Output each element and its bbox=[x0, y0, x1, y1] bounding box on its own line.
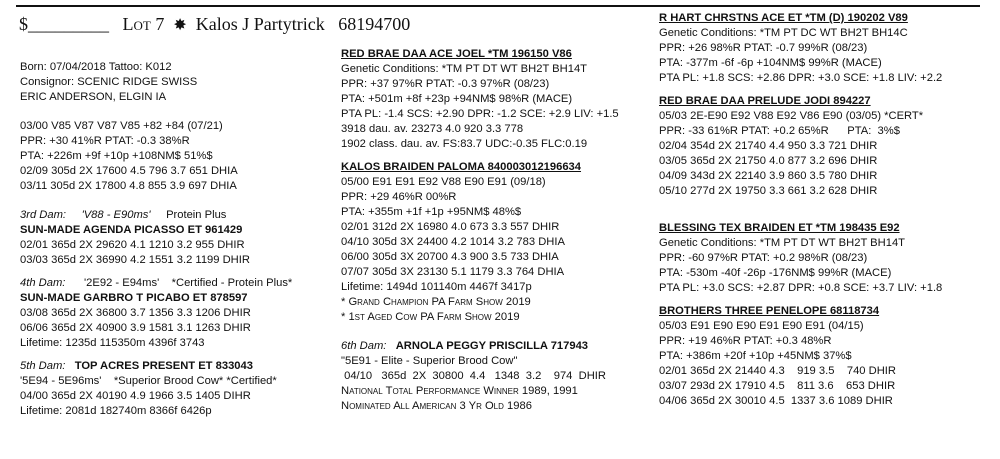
dam-line: PTA: +355m +1f +1p +95NM$ 48%$ bbox=[341, 206, 522, 218]
dam5-header bbox=[20, 359, 340, 374]
dam1-line: 02/04 354d 2X 21740 4.4 950 3.3 721 DHIR bbox=[659, 140, 878, 152]
sire2-line: Genetic Conditions: *TM PT DT WT BH2T BH14T bbox=[659, 237, 905, 249]
info-line: PPR: +30 41%R PTAT: -0.3 38%R bbox=[20, 135, 190, 147]
dam6-line: 04/10 365d 2X 30800 4.4 1348 3.2 974 DHIR bbox=[341, 370, 606, 382]
info-line: 03/11 305d 2X 17800 4.8 855 3.9 697 DHIA bbox=[20, 180, 237, 192]
dam1-line: 04/09 343d 2X 22140 3.9 860 3.5 780 DHIR bbox=[659, 170, 878, 182]
column-2 bbox=[341, 47, 651, 414]
dam1-name: RED BRAE DAA PRELUDE JODI 894227 bbox=[659, 95, 871, 107]
dam6-name: ARNOLA PEGGY PRISCILLA 717943 bbox=[395, 340, 589, 352]
animal-name: Kalos J Partytrick bbox=[195, 14, 325, 34]
column-3 bbox=[659, 11, 979, 409]
dam1-line: 03/05 365d 2X 21750 4.0 877 3.2 696 DHIR bbox=[659, 155, 878, 167]
sire2-line: PPR: -60 97%R PTAT: +0.2 98%R (08/23) bbox=[659, 252, 868, 264]
record-line: 03/03 365d 2X 36990 4.2 1551 3.2 1199 DHIR bbox=[20, 254, 250, 266]
sire-line: PPR: +37 97%R PTAT: -0.3 97%R (08/23) bbox=[341, 78, 550, 90]
dam2-name: BROTHERS THREE PENELOPE 68118734 bbox=[659, 305, 880, 317]
sire1-line: PTA: -377m -6f -6p +104NM$ 99%R (MACE) bbox=[659, 57, 882, 69]
dam-line: 06/00 305d 3X 20700 4.3 900 3.5 733 DHIA bbox=[341, 251, 559, 263]
dam4-score: '2E92 - E94ms' bbox=[84, 277, 160, 289]
info-line: Born: 07/04/2018 Tattoo: K012 bbox=[20, 61, 172, 73]
record-line: 06/06 365d 2X 40900 3.9 1581 3.1 1263 DHIR bbox=[20, 322, 251, 334]
dam4-name: SUN-MADE GARBRO T PICABO ET 878597 bbox=[20, 292, 248, 304]
award-line: * Grand Champion PA Farm Show 2019 bbox=[341, 296, 531, 308]
dam3-header bbox=[20, 208, 340, 223]
dam4-header bbox=[20, 276, 340, 291]
dam5-score-line bbox=[20, 374, 340, 389]
sire2-line: PTA: -530m -40f -26p -176NM$ 99%R (MACE) bbox=[659, 267, 892, 279]
sire-line: 1902 class. dau. av. FS:83.7 UDC:-0.35 FLC:0.19 bbox=[341, 138, 588, 150]
lot-label: Lot 7 bbox=[122, 14, 165, 34]
dam5-note: *Superior Brood Cow* *Certified* bbox=[113, 375, 277, 387]
info-line: Consignor: SCENIC RIDGE SWISS bbox=[20, 76, 198, 88]
dam-line: PPR: +29 46%R 00%R bbox=[341, 191, 457, 203]
record-line: 03/08 365d 2X 36800 3.7 1356 3.3 1206 DHIR bbox=[20, 307, 251, 319]
column-1 bbox=[20, 60, 340, 419]
dam-line: 04/10 305d 3X 24400 4.2 1014 3.2 783 DHIA bbox=[341, 236, 565, 248]
dam5-label: 5th Dam: bbox=[20, 360, 66, 372]
registration-number: 68194700 bbox=[338, 14, 411, 34]
sire2-name: BLESSING TEX BRAIDEN ET *TM 198435 E92 bbox=[659, 222, 900, 234]
record-line: Lifetime: 2081d 182740m 8366f 6426p bbox=[20, 405, 212, 417]
sire1-line: PTA PL: +1.8 SCS: +2.86 DPR: +3.0 SCE: +1.8 LIV: +2.2 bbox=[659, 72, 943, 84]
dam2-line: 04/06 365d 2X 30010 4.5 1337 3.6 1089 DHIR bbox=[659, 395, 893, 407]
sire2-line: PTA PL: +3.0 SCS: +2.87 DPR: +0.8 SCE: +3.7 LIV: +1.8 bbox=[659, 282, 943, 294]
sire-line: 3918 dau. av. 23273 4.0 920 3.3 778 bbox=[341, 123, 524, 135]
dam2-line: 02/01 365d 2X 21440 4.3 919 3.5 740 DHIR bbox=[659, 365, 896, 377]
info-line: ERIC ANDERSON, ELGIN IA bbox=[20, 91, 167, 103]
dam6-label: 6th Dam: bbox=[341, 340, 387, 352]
record-line: Lifetime: 1235d 115350m 4396f 3743 bbox=[20, 337, 205, 349]
sire1-line: PPR: +26 98%R PTAT: -0.7 99%R (08/23) bbox=[659, 42, 868, 54]
sire1-name: R HART CHRSTNS ACE ET *TM (D) 190202 V89 bbox=[659, 12, 908, 24]
info-line: 02/09 305d 2X 17600 4.5 796 3.7 651 DHIA bbox=[20, 165, 238, 177]
dam2-line: 05/03 E91 E90 E90 E91 E90 E91 (04/15) bbox=[659, 320, 864, 332]
dam1-line: 05/03 2E-E90 E92 V88 E92 V86 E90 (03/05) *CERT* bbox=[659, 110, 924, 122]
top-rule bbox=[16, 5, 980, 7]
dam1-line: PPR: -33 61%R PTAT: +0.2 65%R PTA: 3%$ bbox=[659, 125, 900, 137]
award-line: Nominated All American 3 Yr Old 1986 bbox=[341, 400, 532, 412]
dam2-line: PTA: +386m +20f +10p +45NM$ 37%$ bbox=[659, 350, 852, 362]
lot-header bbox=[19, 14, 410, 35]
record-line: 04/00 365d 2X 40190 4.9 1966 3.5 1405 DIHR bbox=[20, 390, 251, 402]
award-line: * 1st Aged Cow PA Farm Show 2019 bbox=[341, 311, 520, 323]
dam4-note: *Certified - Protein Plus* bbox=[171, 277, 293, 289]
record-line: 02/01 365d 2X 29620 4.1 1210 3.2 955 DHIR bbox=[20, 239, 245, 251]
dam-line: 07/07 305d 3X 23130 5.1 1179 3.3 764 DHIA bbox=[341, 266, 565, 278]
info-line: PTA: +226m +9f +10p +108NM$ 51%$ bbox=[20, 150, 213, 162]
dam-line: Lifetime: 1494d 101140m 4467f 3417p bbox=[341, 281, 532, 293]
dam3-note: Protein Plus bbox=[166, 209, 227, 221]
dam-line: 05/00 E91 E91 E92 V88 E90 E91 (09/18) bbox=[341, 176, 546, 188]
dam3-score: 'V88 - E90ms' bbox=[81, 209, 151, 221]
award-line: National Total Performance Winner 1989, 1991 bbox=[341, 385, 578, 397]
sire-name: RED BRAE DAA ACE JOEL *TM 196150 V86 bbox=[341, 48, 572, 60]
dam2-line: 03/07 293d 2X 17910 4.5 811 3.6 653 DHIR bbox=[659, 380, 896, 392]
dam5-score: '5E94 - 5E96ms' bbox=[20, 375, 102, 387]
dam1-line: 05/10 277d 2X 19750 3.3 661 3.2 628 DHIR bbox=[659, 185, 878, 197]
info-line: 03/00 V85 V87 V87 V85 +82 +84 (07/21) bbox=[20, 120, 223, 132]
star-icon: ✸ bbox=[173, 17, 187, 34]
dam4-label: 4th Dam: bbox=[20, 277, 66, 289]
dam-line: 02/01 312d 2X 16980 4.0 673 3.3 557 DHIR bbox=[341, 221, 560, 233]
dam-name: KALOS BRAIDEN PALOMA 840003012196634 bbox=[341, 161, 582, 173]
dam3-label: 3rd Dam: bbox=[20, 209, 67, 221]
sire1-line: Genetic Conditions: *TM PT DC WT BH2T BH14C bbox=[659, 27, 908, 39]
dam2-line: PPR: +19 46%R PTAT: +0.3 48%R bbox=[659, 335, 832, 347]
dam3-name: SUN-MADE AGENDA PICASSO ET 961429 bbox=[20, 224, 243, 236]
sire-line: Genetic Conditions: *TM PT DT WT BH2T BH14T bbox=[341, 63, 587, 75]
sire-line: PTA PL: -1.4 SCS: +2.90 DPR: -1.2 SCE: +2.9 LIV: +1.5 bbox=[341, 108, 619, 120]
dam6-header bbox=[341, 339, 651, 354]
sire-line: PTA: +501m +8f +23p +94NM$ 98%R (MACE) bbox=[341, 93, 573, 105]
dam6-line: "5E91 - Elite - Superior Brood Cow" bbox=[341, 355, 518, 367]
price-blank: $_________ bbox=[19, 14, 109, 34]
dam5-name: TOP ACRES PRESENT ET 833043 bbox=[74, 360, 253, 372]
